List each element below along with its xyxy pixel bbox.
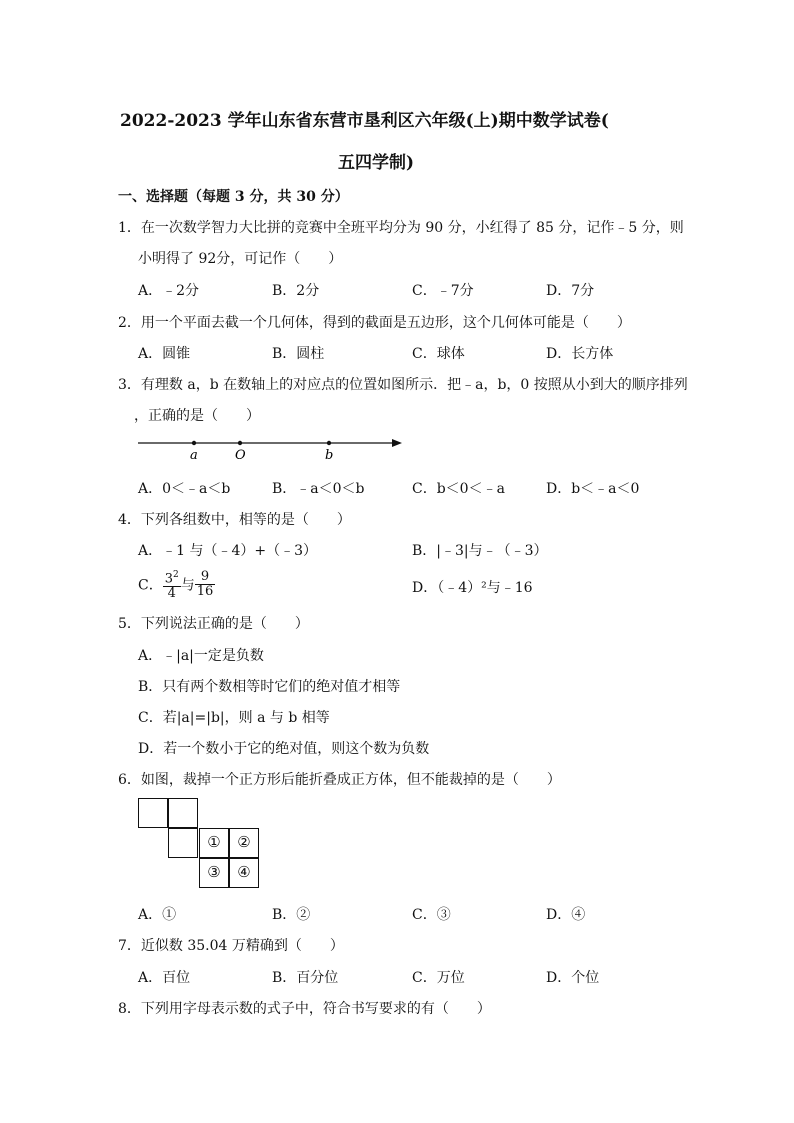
q6-option-a: A．① — [138, 907, 177, 923]
point-a — [192, 441, 196, 445]
number-line-figure — [136, 434, 406, 466]
q2-option-b: B．圆柱 — [272, 346, 325, 362]
fraction-2 — [195, 570, 216, 599]
q7-option-c: C．万位 — [412, 970, 465, 986]
q5-option-b: B．只有两个数相等时它们的绝对值才相等 — [138, 679, 401, 695]
question-7-line1: 7．近似数 35.04 万精确到（ ） — [118, 938, 344, 954]
q4-option-a: A．﹣1 与（﹣4）+（﹣3） — [138, 543, 318, 559]
question-2-line1: 2．用一个平面去截一个几何体，得到的截面是五边形，这个几何体可能是（ ） — [118, 315, 631, 331]
point-origin — [238, 441, 242, 445]
question-1-line1: 1．在一次数学智力大比拼的竞赛中全班平均分为 90 分，小红得了 85 分，记作﹣5 分，则 — [118, 220, 684, 236]
page-title-line1: 2022-2023 学年山东省东营市垦利区六年级(上)期中数学试卷( — [120, 111, 609, 131]
question-6-line1: 6．如图，裁掉一个正方形后能折叠成正方体，但不能裁掉的是（ ） — [118, 772, 561, 788]
label-a: a — [190, 448, 198, 463]
q4-option-c-prefix: C． — [138, 577, 163, 594]
question-1-line2: 小明得了 92分，可记作（ ） — [138, 251, 343, 267]
point-b — [327, 441, 331, 445]
section-heading: 一、选择题（每题 3 分，共 30 分） — [118, 189, 349, 205]
cube-net-figure — [138, 798, 262, 890]
question-3-line2: ，正确的是（ ） — [134, 408, 260, 424]
question-4-line1: 4．下列各组数中，相等的是（ ） — [118, 512, 351, 528]
q5-option-a: A．﹣|a|一定是负数 — [138, 648, 264, 664]
net-square-1: ① — [199, 828, 229, 858]
q6-option-d: D．④ — [546, 907, 586, 923]
fraction-1-denominator: 4 — [167, 586, 176, 602]
q1-option-c: C．﹣7分 — [412, 283, 474, 299]
net-square — [168, 798, 198, 828]
q1-option-d: D．7分 — [546, 283, 595, 299]
question-5-line1: 5．下列说法正确的是（ ） — [118, 616, 309, 632]
q4-option-d: D．（﹣4）²与﹣16 — [412, 580, 533, 596]
q6-option-c: C．③ — [412, 907, 451, 923]
question-8-line1: 8．下列用字母表示数的式子中，符合书写要求的有（ ） — [118, 1001, 491, 1017]
q3-option-d: D．b＜﹣a＜0 — [546, 481, 640, 497]
page-title-line2: 五四学制) — [338, 153, 415, 173]
label-b: b — [325, 448, 334, 463]
label-origin: O — [235, 448, 246, 463]
q7-option-a: A．百位 — [138, 970, 191, 986]
fraction-2-numerator: 9 — [195, 570, 216, 585]
q7-option-d: D．个位 — [546, 970, 600, 986]
q3-option-c: C．b＜0＜﹣a — [412, 481, 505, 497]
q2-option-c: C．球体 — [412, 346, 465, 362]
net-square-2: ② — [229, 828, 259, 858]
fraction-2-denominator: 16 — [196, 584, 214, 600]
question-3-line1: 3．有理数 a，b 在数轴上的对应点的位置如图所示．把﹣a，b，0 按照从小到大的顺序排列 — [118, 377, 688, 393]
q5-option-c: C．若|a|=|b|，则 a 与 b 相等 — [138, 710, 330, 726]
q2-option-d: D．长方体 — [546, 346, 614, 362]
q3-option-b: B．﹣a＜0＜b — [272, 481, 365, 497]
q4-option-c — [138, 568, 215, 601]
net-square — [168, 828, 198, 858]
q1-option-b: B．2分 — [272, 283, 320, 299]
q2-option-a: A．圆锥 — [138, 346, 191, 362]
q7-option-b: B．百分位 — [272, 970, 339, 986]
q5-option-d: D．若一个数小于它的绝对值，则这个数为负数 — [138, 741, 430, 757]
net-square-3: ③ — [199, 858, 229, 888]
fraction-1-numerator: 3 — [164, 571, 173, 587]
arrow-head-icon — [392, 439, 402, 447]
q6-option-b: B．② — [272, 907, 311, 923]
fraction-1-exponent: 2 — [173, 570, 179, 580]
q3-option-a: A．0＜﹣a＜b — [138, 481, 231, 497]
q4-option-c-mid: 与 — [180, 577, 195, 594]
net-square — [138, 798, 168, 828]
q4-option-b: B．|﹣3|与﹣（﹣3） — [412, 543, 548, 559]
net-square-4: ④ — [229, 858, 259, 888]
fraction-1 — [163, 568, 181, 601]
q1-option-a: A．﹣2分 — [138, 283, 200, 299]
